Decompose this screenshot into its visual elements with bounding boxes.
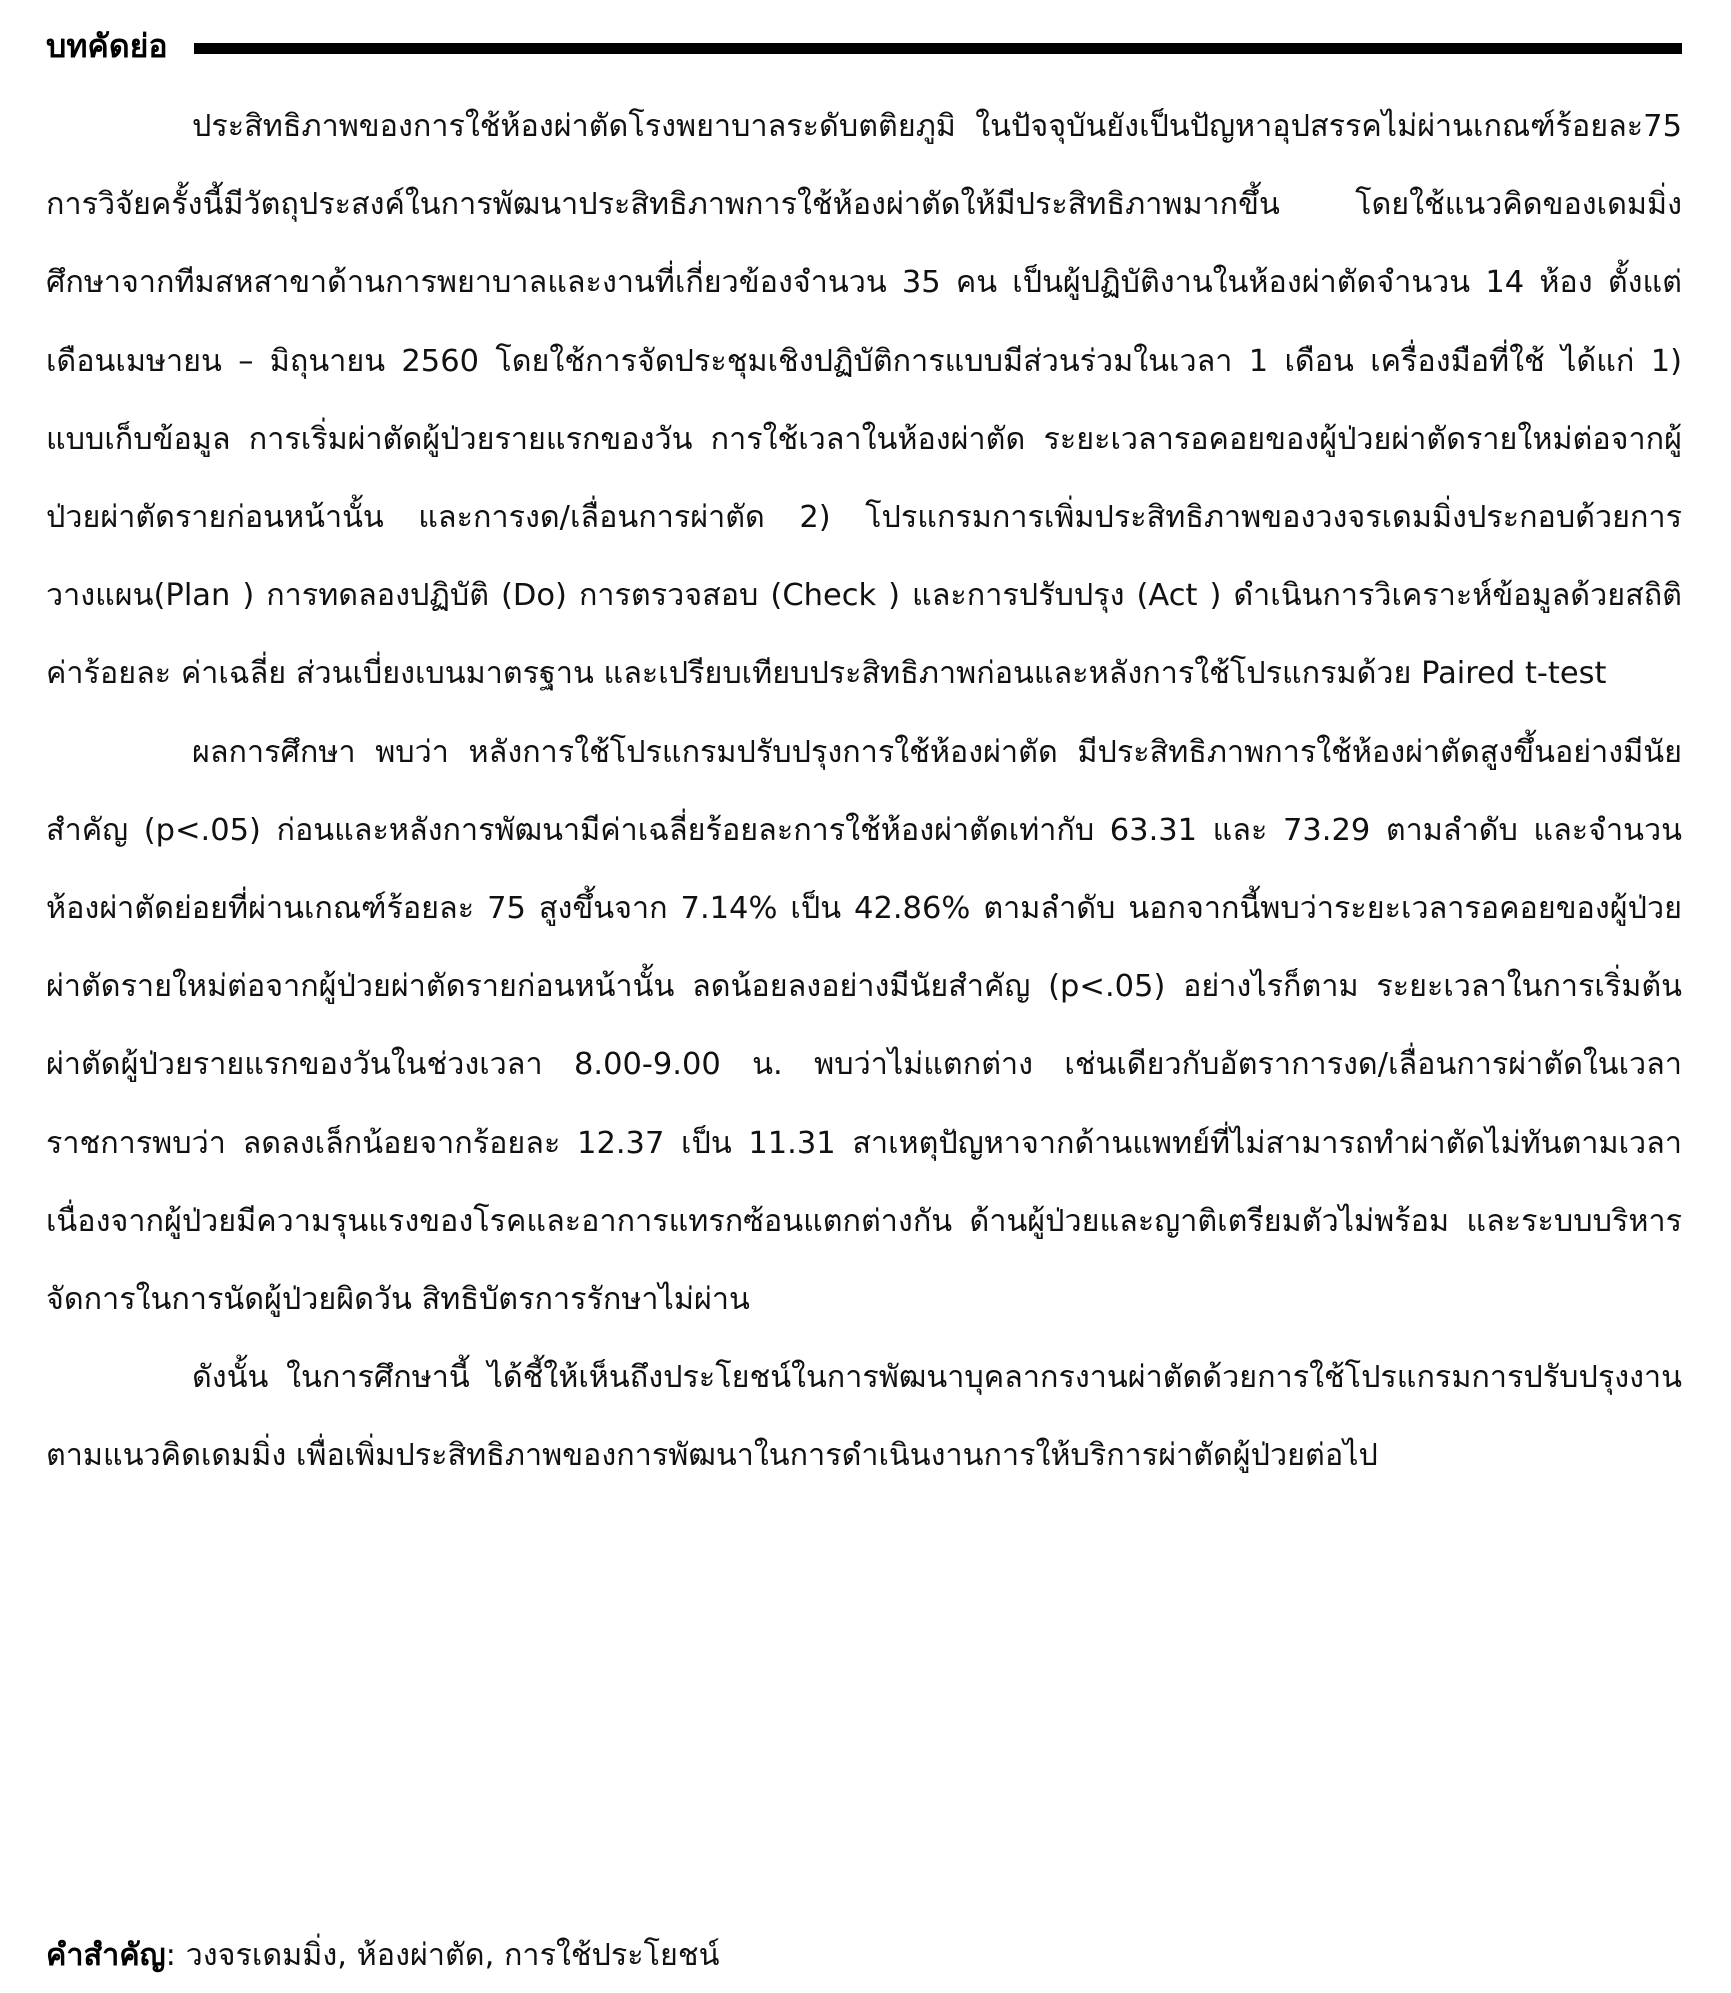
heading-rule (194, 43, 1682, 54)
abstract-paragraph-results: ผลการศึกษา พบว่า หลังการใช้โปรแกรมปรับปรุงการใช้ห้องผ่าตัด มีประสิทธิภาพการใช้ห้องผ่าตัดสูงขึ้นอย่างมีนัยสำคัญ (p<.05) ก่อนและหลังการพัฒนามีค่าเฉลี่ยร้อยละการใช้ห้องผ่าตัดเท่ากับ 63.31 และ 73.29 ตามลำดับ และจำนวนห้องผ่าตัดย่อยที่ผ่านเกณฑ์ร้อยละ 75 สูงขึ้นจาก 7.14% เป็น 42.86% ตามลำดับ นอกจากนี้พบว่าระยะเวลารอคอยของผู้ป่วยผ่าตัดรายใหม่ต่อจากผู้ป่วยผ่าตัดรายก่อนหน้านั้น ลดน้อยลงอย่างมีนัยสำคัญ (p<.05) อย่างไรก็ตาม ระยะเวลาในการเริ่มต้นผ่าตัดผู้ป่วยรายแรกของวันในช่วงเวลา 8.00-9.00 น. พบว่าไม่แตกต่าง เช่นเดียวกับอัตราการงด/เลื่อนการผ่าตัดในเวลาราชการพบว่า ลดลงเล็กน้อยจากร้อยละ 12.37 เป็น 11.31 สาเหตุปัญหาจากด้านแพทย์ที่ไม่สามารถทำผ่าตัดไม่ทันตามเวลา เนื่องจากผู้ป่วยมีความรุนแรงของโรคและอาการแทรกซ้อนแตกต่างกัน ด้านผู้ป่วยและญาติเตรียมตัวไม่พร้อม และระบบบริหารจัดการในการนัดผู้ป่วยผิดวัน สิทธิบัตรการรักษาไม่ผ่าน (46, 734, 1682, 1318)
abstract-title: บทคัดย่อ (46, 27, 168, 65)
abstract-paragraph-objectives: ประสิทธิภาพของการใช้ห้องผ่าตัดโรงพยาบาลระดับตติยภูมิ ในปัจจุบันยังเป็นปัญหาอุปสรรคไม่ผ่านเกณฑ์ร้อยละ75 การวิจัยครั้งนี้มีวัตถุประสงค์ในการพัฒนาประสิทธิภาพการใช้ห้องผ่าตัดให้มีประสิทธิภาพมากขึ้น โดยใช้แนวคิดของเดมมิ่ง ศึกษาจากทีมสหสาขาด้านการพยาบาลและงานที่เกี่ยวข้องจำนวน 35 คน เป็นผู้ปฏิบัติงานในห้องผ่าตัดจำนวน 14 ห้อง ตั้งแต่เดือนเมษายน – มิถุนายน 2560 โดยใช้การจัดประชุมเชิงปฏิบัติการแบบมีส่วนร่วมในเวลา 1 เดือน เครื่องมือที่ใช้ ได้แก่ 1) แบบเก็บข้อมูล การเริ่มผ่าตัดผู้ป่วยรายแรกของวัน การใช้เวลาในห้องผ่าตัด ระยะเวลารอคอยของผู้ป่วยผ่าตัดรายใหม่ต่อจากผู้ป่วยผ่าตัดรายก่อนหน้านั้น และการงด/เลื่อนการผ่าตัด 2) โปรแกรมการเพิ่มประสิทธิภาพของวงจรเดมมิ่งประกอบด้วยการวางแผน(Plan ) การทดลองปฏิบัติ (Do) การตรวจสอบ (Check ) และการปรับปรุง (Act ) ดำเนินการวิเคราะห์ข้อมูลด้วยสถิติ ค่าร้อยละ ค่าเฉลี่ย ส่วนเบี่ยงเบนมาตรฐาน และเปรียบเทียบประสิทธิภาพก่อนและหลังการใช้โปรแกรมด้วย Paired t-test (46, 109, 1682, 692)
abstract-paragraph-conclusion: ดังนั้น ในการศึกษานี้ ได้ชี้ให้เห็นถึงประโยชน์ในการพัฒนาบุคลากรงานผ่าตัดด้วยการใช้โปรแกรมการปรับปรุงงานตามแนวคิดเดมมิ่ง เพื่อเพิ่มประสิทธิภาพของการพัฒนาในการดำเนินงานการให้บริการผ่าตัดผู้ป่วยต่อไป (46, 1360, 1682, 1474)
abstract-heading (46, 18, 1682, 74)
keywords-text: วงจรเดมมิ่ง, ห้องผ่าตัด, การใช้ประโยชน์ (185, 1938, 720, 1973)
keywords-label: คำสำคัญ (46, 1938, 166, 1973)
keywords-line (46, 1928, 1682, 1984)
abstract-body (46, 88, 1682, 1496)
keywords-separator: : (165, 1938, 186, 1973)
